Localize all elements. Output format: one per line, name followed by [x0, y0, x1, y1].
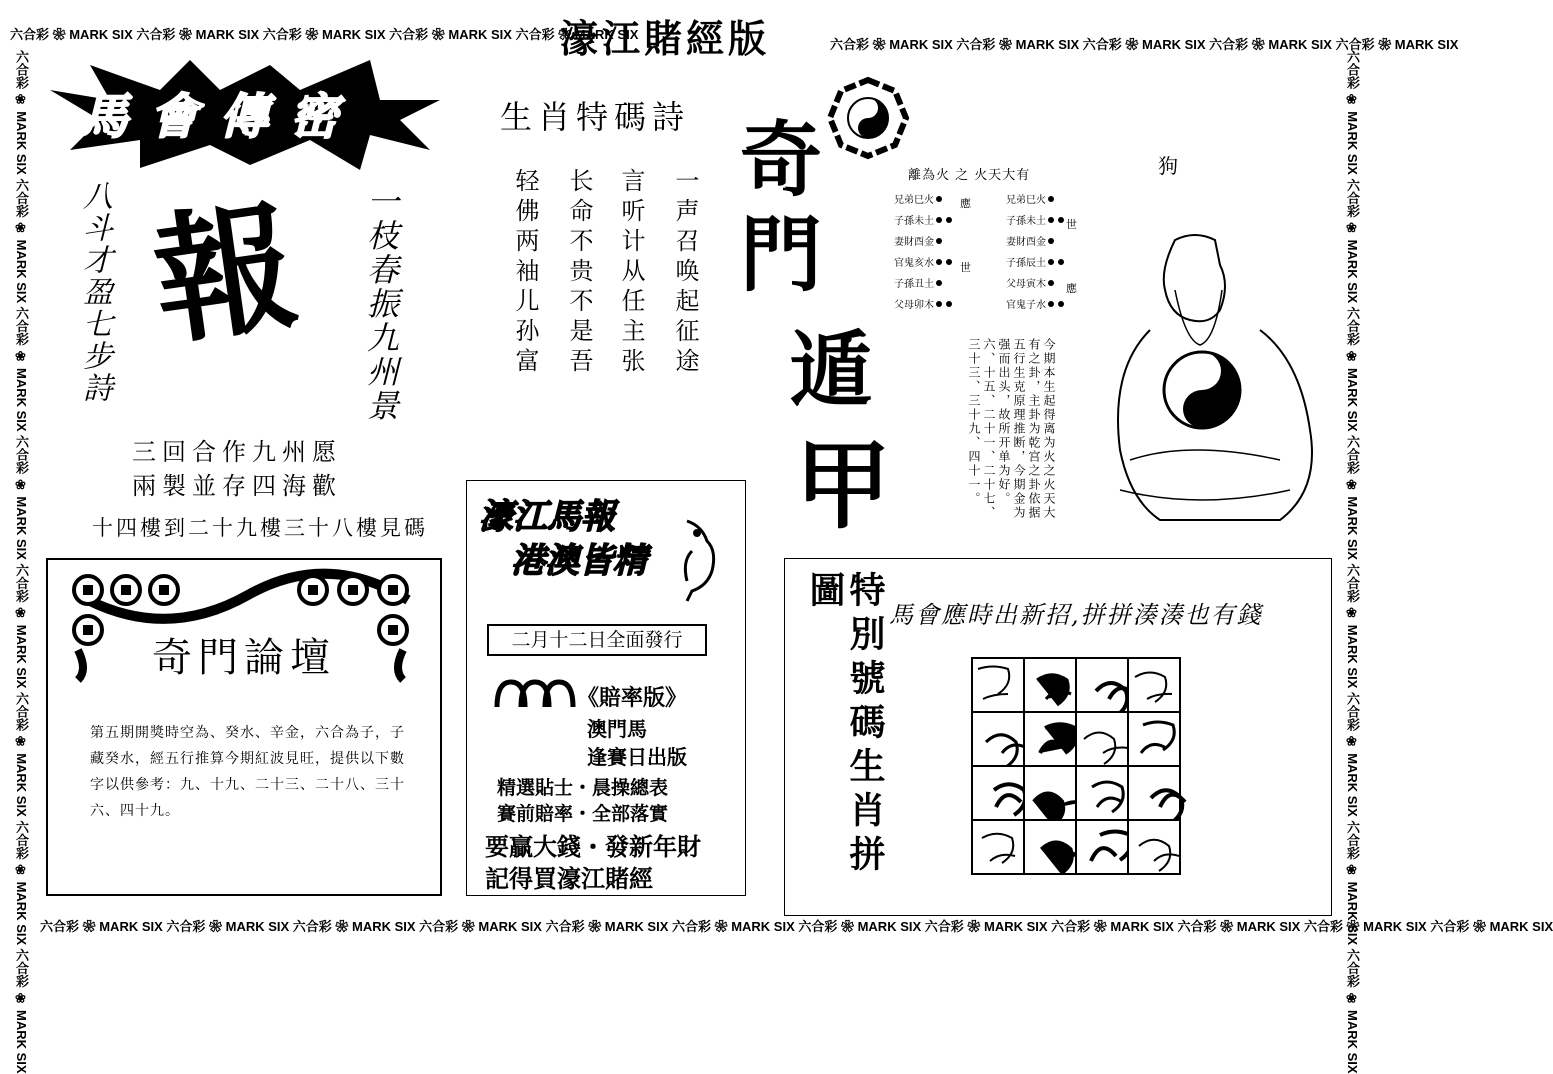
big-bao-character: 報	[144, 184, 306, 366]
hexagram-line	[1006, 209, 1066, 230]
macau-horse: 澳門馬	[587, 717, 647, 741]
ad-slogan: 港澳皆精	[511, 541, 647, 581]
yao-mark	[946, 217, 952, 223]
hexagram-line-label: 官鬼子水	[1006, 300, 1046, 311]
yao-mark	[936, 301, 942, 307]
puzzle-piece	[1025, 659, 1075, 711]
puzzle-piece	[1077, 821, 1127, 873]
hexagram-line-label: 父母寅木	[1006, 279, 1046, 290]
hexagram-line	[1006, 251, 1066, 272]
page-title: 濠江賭經版	[560, 17, 771, 61]
puzzle-piece	[1077, 767, 1127, 819]
marker-ying-right: 應	[1066, 282, 1077, 295]
hexagram-line	[894, 251, 954, 272]
marker-ying-left: 應	[960, 197, 971, 210]
hexagram-line	[1006, 230, 1066, 251]
zodiac-label: 狗	[1158, 154, 1178, 178]
hexagram-line-label: 子孫未土	[894, 216, 934, 227]
yao-mark	[1058, 217, 1064, 223]
marker-shi-right: 世	[1066, 218, 1077, 231]
yao-mark	[936, 259, 942, 265]
left-poem-line: 八斗才盈七步詩	[77, 180, 112, 404]
hexagram-line	[894, 209, 954, 230]
yao-mark	[946, 301, 952, 307]
yao-mark	[936, 238, 942, 244]
hexagram-line-label: 子孫未土	[1006, 216, 1046, 227]
hexagram-left	[894, 188, 954, 314]
yao-mark	[1058, 259, 1064, 265]
zodiac-puzzle-grid	[971, 657, 1181, 875]
forum-box	[46, 558, 442, 896]
release-date: 二月十二日全面發行	[511, 629, 683, 651]
hexagram-line	[894, 293, 954, 314]
hexagram-line-label: 兄弟巳火	[894, 195, 934, 206]
puzzle-piece	[1077, 713, 1127, 765]
puzzle-piece	[1025, 767, 1075, 819]
puzzle-box	[784, 558, 1332, 916]
badge-title: 馬會傳密	[80, 89, 361, 145]
yao-mark	[946, 259, 952, 265]
qimen-char-4: 甲	[795, 429, 891, 542]
hexagram-line	[894, 230, 954, 251]
hexagram-line	[1006, 188, 1066, 209]
yao-mark	[936, 280, 942, 286]
hexagram-title: 離為火 之 火天大有	[908, 168, 1031, 183]
puzzle-piece	[1129, 713, 1179, 765]
marker-shi-left: 世	[960, 261, 971, 274]
yao-mark	[936, 196, 942, 202]
hexagram-line	[894, 272, 954, 293]
yao-mark	[936, 217, 942, 223]
tips-label: 精選貼士・晨操總表	[497, 777, 669, 799]
qimen-char-3: 遁	[790, 322, 873, 418]
promo-line-2: 記得買濠江賭經	[485, 864, 653, 893]
hexagram-line	[894, 188, 954, 209]
poem-line-3: 长命不贵不是吾	[565, 168, 593, 378]
forum-text: 第五期開獎時空為、癸水、辛金，六合為子，子藏癸水，經五行推算今期紅波見旺，提供以下數字以供參考：九、十九、二十三、二十八、三十六、四十九。	[90, 725, 405, 819]
right-poem-line: 一枝春振九州景	[362, 185, 400, 423]
schedule-label: 逢賽日出版	[587, 745, 687, 769]
hexagram-right	[1006, 188, 1066, 314]
slogan-line-2: 兩製並存四海歡	[132, 472, 342, 500]
poem-line-2: 言听计从任主张	[617, 168, 645, 378]
hexagram-line-label: 妻財酉金	[1006, 237, 1046, 248]
puzzle-piece	[973, 713, 1023, 765]
slogan-line-1: 三回合作九州愿	[132, 438, 342, 466]
puzzle-piece	[1129, 821, 1179, 873]
poem-line-1: 一声召唤起征途	[671, 168, 699, 378]
edition-label: 《賠率版》	[577, 685, 688, 711]
yao-mark	[1048, 217, 1054, 223]
release-box	[487, 624, 707, 656]
qimen-char-1: 奇	[740, 112, 823, 208]
forum-title: 奇門論壇	[152, 635, 336, 681]
promo-line-1: 要贏大錢・發新年財	[485, 832, 701, 861]
bagua-yinyang-icon	[828, 78, 908, 158]
hexagram-line-label: 子孫辰土	[1006, 258, 1046, 269]
yao-mark	[1048, 259, 1054, 265]
left-border: 六合彩 ❀ MARK SIX 六合彩 ❀ MARK SIX 六合彩 ❀ MARK SIX 六合彩 ❀ MARK SIX 六合彩 ❀ MARK SIX 六合彩 ❀ MARK SIX 六合彩 ❀ MARK SIX 六合彩 ❀ MARK SIX	[14, 50, 29, 1074]
puzzle-piece	[973, 659, 1023, 711]
yao-mark	[1048, 280, 1054, 286]
ad-box	[466, 480, 746, 896]
hexagram-line	[1006, 272, 1066, 293]
hexagram-line-label: 兄弟巳火	[1006, 195, 1046, 206]
puzzle-piece	[1025, 821, 1075, 873]
yao-mark	[1058, 301, 1064, 307]
yao-mark	[1048, 238, 1054, 244]
yao-mark	[1048, 196, 1054, 202]
odds-label: 賽前賠率・全部落實	[497, 803, 669, 825]
puzzle-piece	[1025, 713, 1075, 765]
qimen-explanation: 今期本生起得离为火之火天大有之卦，主卦为乾宫之卦依据五行生克原理推断，今期金为强而出头，故所开单为好。六、十五、二十一、二十七、三十三、三十九、四十一。	[967, 338, 1056, 520]
bottom-border: 六合彩 ❀ MARK SIX 六合彩 ❀ MARK SIX 六合彩 ❀ MARK SIX 六合彩 ❀ MARK SIX 六合彩 ❀ MARK SIX 六合彩 ❀ MARK SIX 六合彩 ❀ MARK SIX 六合彩 ❀ MARK SIX 六合彩 ❀ MARK SIX 六合彩 ❀ MARK SIX 六合彩 ❀ MARK SIX 六合彩 ❀ MARK SIX	[40, 919, 1553, 934]
qimen-char-2: 門	[740, 207, 823, 303]
puzzle-subtitle: 馬會應時出新招,拼拼湊湊也有錢	[889, 601, 1263, 629]
right-border: 六合彩 ❀ MARK SIX 六合彩 ❀ MARK SIX 六合彩 ❀ MARK SIX 六合彩 ❀ MARK SIX 六合彩 ❀ MARK SIX 六合彩 ❀ MARK SIX 六合彩 ❀ MARK SIX 六合彩 ❀ MARK SIX	[1345, 50, 1360, 1074]
horse-icon	[667, 511, 727, 601]
puzzle-piece	[1129, 767, 1179, 819]
hexagram-line-label: 父母卯木	[894, 300, 934, 311]
poem-title: 生肖特碼詩	[500, 98, 691, 136]
hexagram-line	[1006, 293, 1066, 314]
slogan-line-3: 十四樓到二十九樓三十八樓見碼	[92, 516, 428, 540]
top-border: 六合彩 ❀ MARK SIX 六合彩 ❀ MARK SIX 六合彩 ❀ MARK SIX 六合彩 ❀ MARK SIX 六合彩 ❀ MARK SIX	[10, 27, 639, 42]
horseshoe-icons	[489, 677, 579, 717]
top-border-right: 六合彩 ❀ MARK SIX 六合彩 ❀ MARK SIX 六合彩 ❀ MARK SIX 六合彩 ❀ MARK SIX 六合彩 ❀ MARK SIX	[830, 37, 1459, 52]
hexagram-line-label: 妻財酉金	[894, 237, 934, 248]
sage-figure-illustration	[1090, 230, 1320, 540]
yao-mark	[1048, 301, 1054, 307]
puzzle-title: 特別號碼生肖拼圖	[804, 571, 886, 879]
puzzle-piece	[1129, 659, 1179, 711]
poem-line-4: 轻佛两袖儿孙富	[511, 168, 539, 378]
hexagram-line-label: 官鬼亥水	[894, 258, 934, 269]
puzzle-piece	[1077, 659, 1127, 711]
hexagram-line-label: 子孫丑土	[894, 279, 934, 290]
puzzle-piece	[973, 821, 1023, 873]
puzzle-piece	[973, 767, 1023, 819]
ad-brand: 濠江馬報	[479, 497, 615, 537]
